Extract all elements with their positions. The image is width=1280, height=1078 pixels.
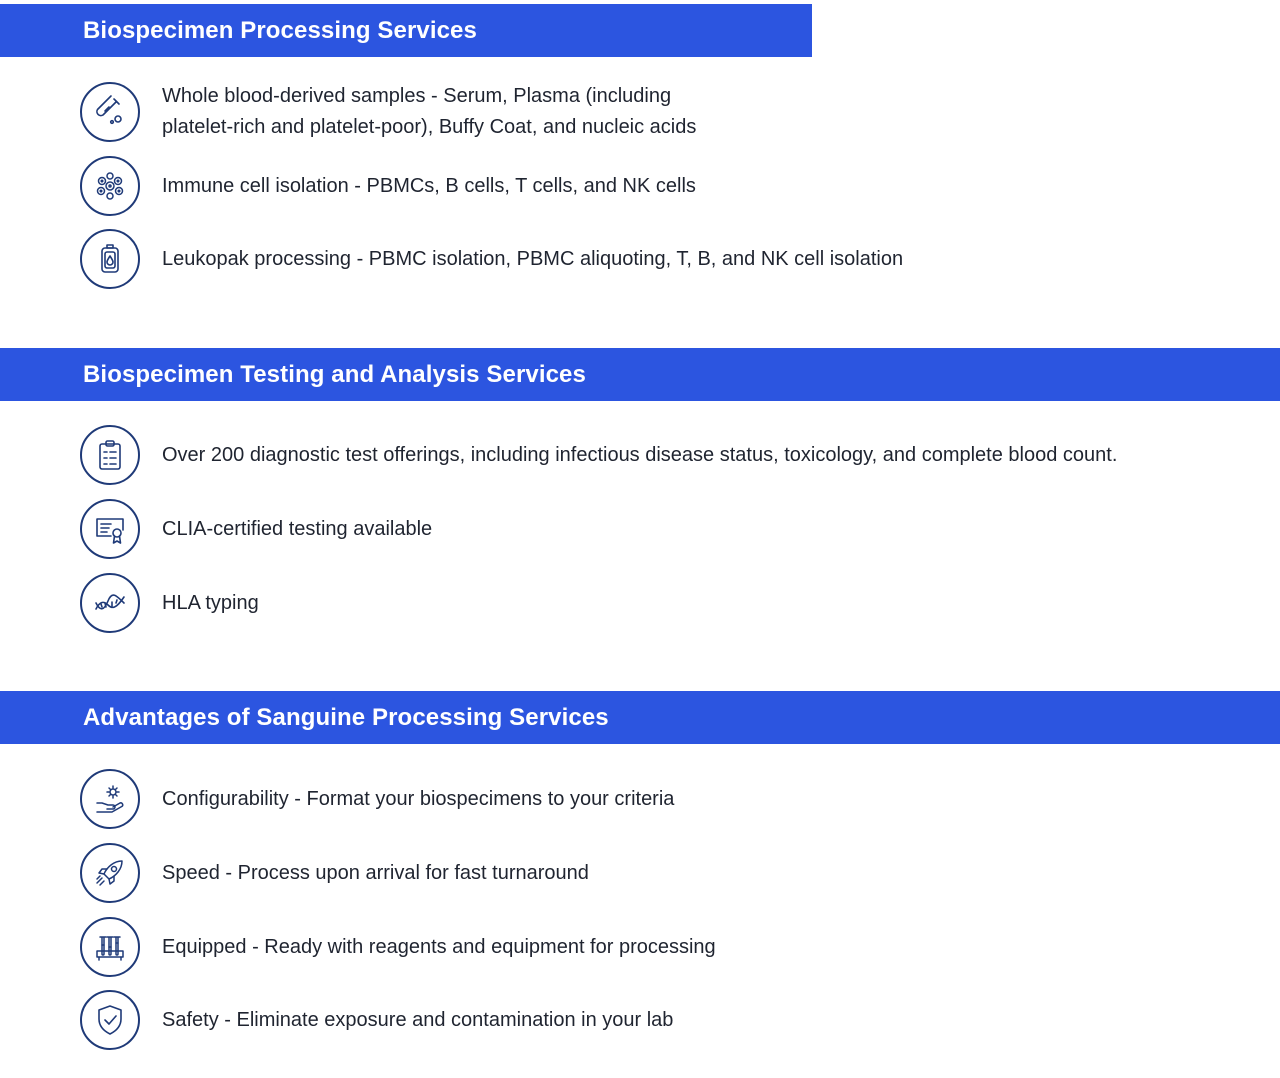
- list-item: [80, 769, 1260, 829]
- item-text: Whole blood-derived samples - Serum, Plasma (including platelet-rich and platelet-poor), Buffy Coat, and nucleic acids: [162, 85, 697, 138]
- section-header-advantages: Advantages of Sanguine Processing Services: [0, 691, 1280, 744]
- item-text: Safety - Eliminate exposure and contamination in your lab: [162, 1008, 674, 1031]
- list-item: [80, 917, 1260, 977]
- hand-gear-icon: [80, 769, 140, 829]
- test-tube-rack-icon: [80, 917, 140, 977]
- blood-bag-icon: [80, 229, 140, 289]
- dna-icon: [80, 573, 140, 633]
- certificate-icon: [80, 499, 140, 559]
- test-tube-icon: [80, 82, 140, 142]
- list-item: [80, 990, 1260, 1050]
- shield-check-icon: [80, 990, 140, 1050]
- item-text: Speed - Process upon arrival for fast turnaround: [162, 861, 589, 884]
- list-item: [80, 425, 1260, 485]
- section-header-processing: Biospecimen Processing Services: [0, 4, 812, 57]
- list-item: [80, 156, 1260, 216]
- clipboard-icon: [80, 425, 140, 485]
- item-text: Over 200 diagnostic test offerings, including infectious disease status, toxicology, and complete blood count.: [162, 443, 1118, 466]
- section-header-testing: Biospecimen Testing and Analysis Services: [0, 348, 1280, 401]
- item-text: Leukopak processing - PBMC isolation, PBMC aliquoting, T, B, and NK cell isolation: [162, 247, 904, 270]
- cells-icon: [80, 156, 140, 216]
- item-text: CLIA-certified testing available: [162, 517, 433, 540]
- list-item: [80, 573, 1260, 633]
- item-text: Configurability - Format your biospecimens to your criteria: [162, 787, 675, 810]
- item-text: Equipped - Ready with reagents and equipment for processing: [162, 935, 716, 958]
- rocket-icon: [80, 843, 140, 903]
- list-item: [80, 843, 1260, 903]
- item-text: Immune cell isolation - PBMCs, B cells, T cells, and NK cells: [162, 174, 696, 197]
- item-text: HLA typing: [162, 591, 259, 614]
- list-item: [80, 499, 1260, 559]
- list-item: [80, 229, 1260, 289]
- list-item: [80, 81, 1260, 143]
